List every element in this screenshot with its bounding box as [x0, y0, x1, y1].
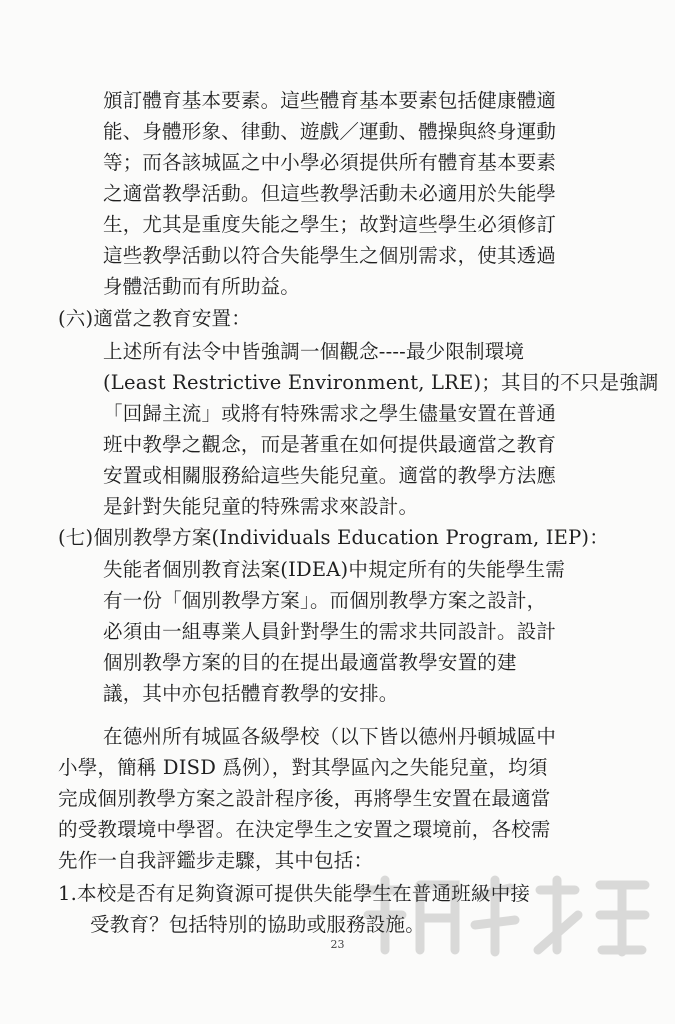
text-line: 班中教學之觀念，而是著重在如何提供最適當之教育	[103, 433, 557, 456]
paragraph-line: 完成個別教學方案之設計程序後，再將學生安置在最適當	[58, 787, 551, 810]
section-heading: (七)個別教學方案(Individuals Education Program, IEP)：	[58, 526, 609, 549]
text-line: 是針對失能兒童的特殊需求來設計。	[103, 495, 419, 518]
text-line: 身體活動而有所助益。	[103, 275, 301, 298]
paragraph-line: 在德州所有城區各級學校（以下皆以德州丹頓城區中	[103, 725, 557, 748]
section-heading: (六)適當之教育安置：	[58, 307, 251, 330]
text-line: 上述所有法令中皆強調一個觀念----最少限制環境	[103, 340, 525, 363]
text-line: 這些教學活動以符合失能學生之個別需求，使其透過	[103, 244, 557, 267]
text-line: 生，尤其是重度失能之學生；故對這些學生必須修訂	[103, 213, 557, 236]
text-line: 失能者個別教育法案(IDEA)中規定所有的失能學生需	[103, 558, 566, 581]
page-number: 23	[330, 938, 345, 951]
paragraph-line: 的受教環境中學習。在決定學生之安置之環境前，各校需	[58, 818, 551, 841]
text-line: 「回歸主流」或將有特殊需求之學生儘量安置在普通	[103, 402, 557, 425]
text-line: 等；而各該城區之中小學必須提供所有體育基本要素	[103, 151, 557, 174]
paragraph-line: 先作一自我評鑑步走驟，其中包括：	[58, 849, 374, 872]
text-line: 個別教學方案的目的在提出最適當教學安置的建	[103, 651, 517, 674]
text-line: 有一份「個別教學方案」。而個別教學方案之設計，	[103, 589, 547, 612]
list-item: 1.本校是否有足夠資源可提供失能學生在普通班級中接	[58, 882, 531, 905]
text-line: 議，其中亦包括體育教學的安排。	[103, 682, 399, 705]
list-item-continuation: 受教育？包括特別的協助或服務設施。	[90, 913, 425, 936]
paragraph-line: 小學，簡稱 DISD 爲例），對其學區內之失能兒童，均須	[58, 756, 548, 779]
text-line: 頒訂體育基本要素。這些體育基本要素包括健康體適	[103, 89, 557, 112]
text-line: 安置或相關服務給這些失能兒童。適當的教學方法應	[103, 464, 557, 487]
text-line: 必須由一組專業人員針對學生的需求共同設計。設計	[103, 620, 557, 643]
text-line: 之適當教學活動。但這些教學活動未必適用於失能學	[103, 182, 557, 205]
text-line: 能、身體形象、律動、遊戲／運動、體操與終身運動	[103, 120, 557, 143]
text-line: (Least Restrictive Environment, LRE)；其目的不只是強調	[103, 371, 659, 394]
